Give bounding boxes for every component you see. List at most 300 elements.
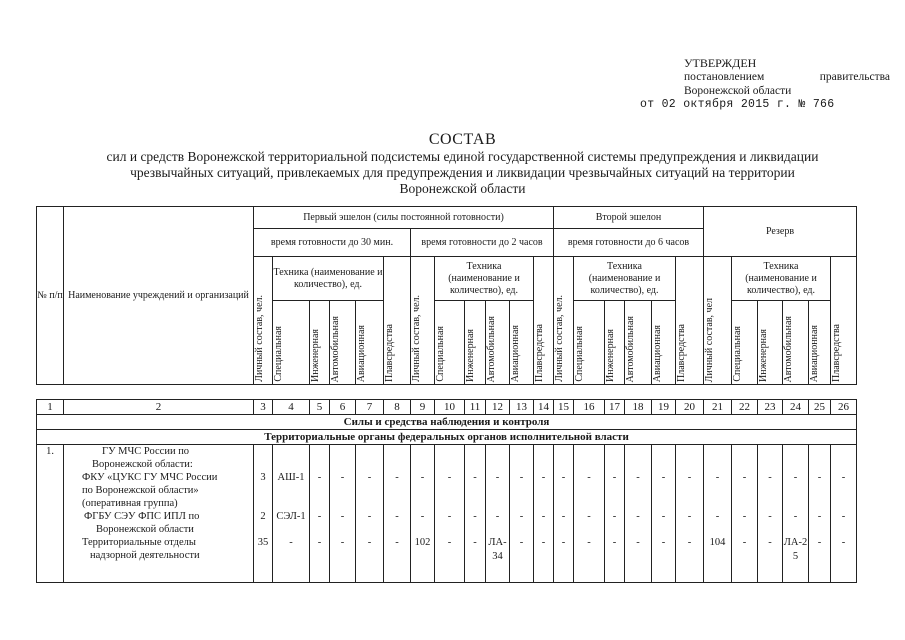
cell-line <box>704 497 731 510</box>
cell-line <box>652 445 675 458</box>
cell-line <box>676 549 703 562</box>
column-number-23: 23 <box>758 400 783 415</box>
cell-line: - <box>661 537 666 548</box>
cell-line <box>384 497 410 510</box>
cell-line <box>554 484 573 497</box>
cell-line <box>510 458 533 471</box>
org-name-line: Воронежской области <box>96 524 194 535</box>
cell-line: - <box>395 537 399 548</box>
header-name: Наименование учреждений и организаций <box>64 207 254 385</box>
cell-line <box>510 445 533 458</box>
cell-line <box>831 445 856 458</box>
cell-line <box>783 484 808 497</box>
cell-line <box>534 458 553 471</box>
vtext-auto-2: Автомобильная <box>486 315 497 382</box>
cell-line: - <box>289 537 293 548</box>
cell-line <box>625 497 651 510</box>
hdr-personnel-2 <box>411 257 435 385</box>
cell-line <box>534 484 553 497</box>
cell-line <box>783 445 808 458</box>
cell-line <box>384 484 410 497</box>
cell-line: - <box>715 472 720 483</box>
cell-line: - <box>561 537 566 548</box>
cell-line <box>330 549 355 562</box>
cell-line <box>732 484 757 497</box>
hdr-auto-1 <box>330 301 356 385</box>
value-cell-col-19 <box>652 445 676 583</box>
cell-line <box>310 445 329 458</box>
cell-line: 3 <box>260 472 266 483</box>
cell-line <box>831 549 856 562</box>
cell-line: ЛА-34 <box>488 537 507 562</box>
vtext-personnel-3: Личный состав, чел. <box>554 295 565 382</box>
cell-line <box>676 523 703 536</box>
org-name-line: Территориальные отделы <box>82 537 196 548</box>
cell-line <box>783 458 808 471</box>
cell-line: - <box>541 511 546 522</box>
vtext-special-3: Специальная <box>574 326 585 382</box>
column-number-16: 16 <box>574 400 605 415</box>
hdr-personnel-4 <box>704 257 732 385</box>
cell-line: - <box>636 472 640 483</box>
org-name-line: (оперативная группа) <box>82 498 178 509</box>
cell-line <box>652 484 675 497</box>
cell-line <box>356 458 383 471</box>
section-territorial: Территориальные органы федеральных органов исполнительной власти <box>37 430 857 445</box>
cell-line <box>486 523 509 536</box>
cell-line <box>704 484 731 497</box>
value-cell-col-11 <box>465 445 486 583</box>
cell-line <box>574 523 604 536</box>
cell-line: - <box>817 511 822 522</box>
value-cell-col-15 <box>554 445 574 583</box>
cell-line: АШ-1 <box>277 472 305 483</box>
table-row <box>37 445 857 583</box>
value-cell-col-3 <box>254 445 273 583</box>
row-number: 1. <box>46 446 54 457</box>
cell-line: - <box>447 472 452 483</box>
vtext-avia-2: Авиационная <box>510 324 521 382</box>
column-number-19: 19 <box>652 400 676 415</box>
cell-line: - <box>495 472 500 483</box>
column-number-21: 21 <box>704 400 732 415</box>
vtext-special-4: Специальная <box>732 326 743 382</box>
vtext-water-3: Плавсредства <box>676 324 687 382</box>
vtext-auto-3: Автомобильная <box>625 315 636 382</box>
column-number-11: 11 <box>465 400 486 415</box>
cell-line: СЭЛ-1 <box>276 511 306 522</box>
value-cell-col-7 <box>356 445 384 583</box>
column-number-20: 20 <box>676 400 704 415</box>
cell-line <box>411 549 434 562</box>
cell-line: - <box>473 472 477 483</box>
vtext-water-2: Плавсредства <box>534 324 545 382</box>
cell-line <box>676 445 703 458</box>
cell-line <box>758 523 782 536</box>
column-number-8: 8 <box>384 400 411 415</box>
cell-line <box>809 484 830 497</box>
cell-line <box>704 523 731 536</box>
cell-line <box>605 445 624 458</box>
cell-line <box>411 523 434 536</box>
cell-line <box>510 497 533 510</box>
cell-line: - <box>742 511 747 522</box>
cell-line <box>435 523 464 536</box>
cell-line: - <box>541 472 546 483</box>
header-ready-6h: время готовности до 6 часов <box>554 229 704 257</box>
value-cell-col-14 <box>534 445 554 583</box>
cell-line <box>732 549 757 562</box>
cell-line: - <box>473 537 477 548</box>
cell-line <box>605 523 624 536</box>
org-name-cell <box>64 445 254 583</box>
cell-line <box>783 497 808 510</box>
vtext-water-1: Плавсредства <box>384 324 395 382</box>
cell-line: - <box>340 537 345 548</box>
cell-line <box>732 523 757 536</box>
column-number-9: 9 <box>411 400 435 415</box>
approval-stamp <box>640 56 890 112</box>
value-cell-col-18 <box>625 445 652 583</box>
header-ready-2h: время готовности до 2 часов <box>411 229 554 257</box>
value-cell-col-22 <box>732 445 758 583</box>
cell-line: - <box>561 472 566 483</box>
cell-line <box>574 549 604 562</box>
cell-line: - <box>687 472 692 483</box>
hdr-special-4 <box>732 301 758 385</box>
value-cell-col-5 <box>310 445 330 583</box>
hdr-avia-1 <box>356 301 384 385</box>
column-number-1: 1 <box>37 400 64 415</box>
cell-line: - <box>317 472 322 483</box>
cell-line <box>330 458 355 471</box>
cell-line <box>435 497 464 510</box>
cell-line: - <box>612 511 617 522</box>
cell-line <box>510 523 533 536</box>
hdr-water-4 <box>831 257 857 385</box>
cell-line <box>273 523 309 536</box>
cell-line: 102 <box>414 537 431 548</box>
vtext-eng-4: Инженерная <box>758 329 769 382</box>
cell-line <box>809 523 830 536</box>
org-name-line: ГУ МЧС России по <box>102 446 190 457</box>
column-number-25: 25 <box>809 400 831 415</box>
header-echelon1: Первый эшелон (силы постоянной готовности) <box>254 207 554 229</box>
cell-line: - <box>768 472 772 483</box>
cell-line <box>465 497 485 510</box>
cell-line <box>704 458 731 471</box>
cell-line: - <box>519 472 524 483</box>
hdr-tech-4: Техника (наименование и количество), ед. <box>732 257 831 301</box>
column-number-15: 15 <box>554 400 574 415</box>
cell-line <box>831 497 856 510</box>
document-subtitle-1: сил и средств Воронежской территориальной подсистемы единой государственной системы предупреждения и ликвидации <box>106 149 819 164</box>
cell-line <box>330 484 355 497</box>
cell-line <box>310 497 329 510</box>
cell-line: - <box>587 537 591 548</box>
cell-line <box>330 445 355 458</box>
cell-line <box>356 523 383 536</box>
cell-line <box>831 484 856 497</box>
cell-line: - <box>317 511 322 522</box>
cell-line <box>273 497 309 510</box>
column-number-4: 4 <box>273 400 310 415</box>
cell-line <box>758 458 782 471</box>
cell-line <box>411 484 434 497</box>
cell-line <box>534 549 553 562</box>
hdr-eng-1 <box>310 301 330 385</box>
cell-line <box>554 458 573 471</box>
cell-line: - <box>687 537 692 548</box>
cell-line: - <box>395 472 399 483</box>
value-cell-col-25 <box>809 445 831 583</box>
hdr-tech-2: Техника (наименование и количество), ед. <box>435 257 534 301</box>
vtext-eng-2: Инженерная <box>465 329 476 382</box>
column-number-10: 10 <box>435 400 465 415</box>
value-cell-col-26 <box>831 445 857 583</box>
value-cell-col-23 <box>758 445 783 583</box>
cell-line <box>758 549 782 562</box>
header-echelon2: Второй эшелон <box>554 207 704 229</box>
cell-line <box>758 484 782 497</box>
vtext-water-4: Плавсредства <box>831 324 842 382</box>
column-number-5: 5 <box>310 400 330 415</box>
cell-line <box>486 458 509 471</box>
cell-line <box>704 445 731 458</box>
approval-region: Воронежской области <box>684 85 792 97</box>
cell-line: - <box>447 537 452 548</box>
cell-line <box>273 458 309 471</box>
cell-line <box>758 497 782 510</box>
column-number-2: 2 <box>64 400 254 415</box>
cell-line <box>809 497 830 510</box>
cell-line <box>574 458 604 471</box>
cell-line: - <box>841 537 846 548</box>
cell-line: - <box>587 472 591 483</box>
cell-line <box>435 445 464 458</box>
vtext-personnel-2: Личный состав, чел. <box>411 295 422 382</box>
cell-line: - <box>661 472 666 483</box>
column-number-17: 17 <box>605 400 625 415</box>
cell-line <box>534 445 553 458</box>
hdr-avia-4 <box>809 301 831 385</box>
cell-line <box>435 484 464 497</box>
cell-line: - <box>519 537 524 548</box>
hdr-eng-4 <box>758 301 783 385</box>
cell-line <box>356 445 383 458</box>
cell-line <box>676 484 703 497</box>
cell-line <box>554 497 573 510</box>
org-name-line: по Воронежской области» <box>82 485 199 496</box>
hdr-avia-3 <box>652 301 676 385</box>
cell-line: - <box>473 511 477 522</box>
header-table <box>36 206 857 385</box>
cell-line <box>273 484 309 497</box>
hdr-auto-2 <box>486 301 510 385</box>
cell-line <box>652 497 675 510</box>
column-number-13: 13 <box>510 400 534 415</box>
header-reserve: Резерв <box>704 207 857 257</box>
approval-decree <box>640 70 890 84</box>
value-cell-col-9 <box>411 445 435 583</box>
cell-line <box>510 484 533 497</box>
cell-line: - <box>340 511 345 522</box>
cell-line: - <box>395 511 399 522</box>
hdr-auto-3 <box>625 301 652 385</box>
cell-line: - <box>742 537 747 548</box>
cell-line: - <box>317 537 322 548</box>
value-cell-col-20 <box>676 445 704 583</box>
data-table <box>36 399 857 583</box>
hdr-eng-3 <box>605 301 625 385</box>
cell-line <box>486 484 509 497</box>
hdr-special-1 <box>273 301 310 385</box>
column-number-6: 6 <box>330 400 356 415</box>
hdr-tech-1: Техника (наименование и количество), ед. <box>273 257 384 301</box>
cell-line: - <box>768 511 772 522</box>
cell-line <box>254 458 272 471</box>
hdr-water-2 <box>534 257 554 385</box>
cell-line <box>254 445 272 458</box>
cell-line: - <box>340 472 345 483</box>
cell-line <box>732 445 757 458</box>
cell-line <box>625 549 651 562</box>
cell-line <box>310 458 329 471</box>
value-cell-col-8 <box>384 445 411 583</box>
value-cell-col-6 <box>330 445 356 583</box>
cell-line: - <box>687 511 692 522</box>
cell-line <box>554 523 573 536</box>
vtext-avia-4: Авиационная <box>809 324 820 382</box>
cell-line <box>384 445 410 458</box>
cell-line <box>554 445 573 458</box>
cell-line <box>831 523 856 536</box>
hdr-water-3 <box>676 257 704 385</box>
row-number-cell <box>37 445 64 583</box>
document-subtitle-2: чрезвычайных ситуаций, привлекаемых для предупреждения и ликвидации чрезвычайных ситуаций на территории <box>130 165 795 180</box>
cell-line <box>310 484 329 497</box>
cell-line <box>676 497 703 510</box>
cell-line: - <box>817 537 822 548</box>
cell-line: - <box>612 537 617 548</box>
cell-line <box>486 445 509 458</box>
hdr-personnel-3 <box>554 257 574 385</box>
cell-line: - <box>367 472 372 483</box>
column-number-22: 22 <box>732 400 758 415</box>
cell-line <box>605 458 624 471</box>
cell-line <box>783 564 808 577</box>
cell-line: - <box>817 472 822 483</box>
vtext-special-1: Специальная <box>273 326 284 382</box>
cell-line <box>605 497 624 510</box>
column-number-12: 12 <box>486 400 510 415</box>
vtext-avia-1: Авиационная <box>356 324 367 382</box>
vtext-special-2: Специальная <box>435 326 446 382</box>
approval-government-word: правительства <box>819 71 890 83</box>
cell-line: - <box>841 472 846 483</box>
cell-line <box>356 549 383 562</box>
cell-line <box>254 549 272 562</box>
hdr-avia-2 <box>510 301 534 385</box>
column-number-7: 7 <box>356 400 384 415</box>
document-heading <box>40 131 885 197</box>
cell-line <box>534 523 553 536</box>
section-monitoring: Силы и средства наблюдения и контроля <box>37 415 857 430</box>
cell-line <box>254 523 272 536</box>
header-ready-30: время готовности до 30 мин. <box>254 229 411 257</box>
cell-line <box>652 458 675 471</box>
cell-line: - <box>447 511 452 522</box>
value-cell-col-24 <box>783 445 809 583</box>
cell-line <box>652 523 675 536</box>
hdr-water-1 <box>384 257 411 385</box>
cell-line <box>356 484 383 497</box>
cell-line: - <box>420 511 425 522</box>
cell-line <box>625 445 651 458</box>
cell-line <box>273 549 309 562</box>
value-cell-col-16 <box>574 445 605 583</box>
value-cell-col-13 <box>510 445 534 583</box>
cell-line <box>486 497 509 510</box>
document-subtitle-3: Воронежской области <box>399 181 526 196</box>
value-cell-col-12 <box>486 445 510 583</box>
header-num: № п/п <box>37 207 64 385</box>
cell-line: - <box>715 511 720 522</box>
cell-line: - <box>587 511 591 522</box>
cell-line <box>465 523 485 536</box>
column-number-26: 26 <box>831 400 857 415</box>
value-cell-col-21 <box>704 445 732 583</box>
cell-line <box>411 497 434 510</box>
vtext-auto-4: Автомобильная <box>783 315 794 382</box>
hdr-personnel-1 <box>254 257 273 385</box>
vtext-personnel-1: Личный состав, чел. <box>254 295 265 382</box>
cell-line <box>574 484 604 497</box>
cell-line: - <box>661 511 666 522</box>
document-title: СОСТАВ <box>428 131 497 148</box>
cell-line <box>652 549 675 562</box>
cell-line: - <box>793 511 798 522</box>
cell-line <box>411 458 434 471</box>
cell-line <box>605 549 624 562</box>
cell-line: - <box>541 537 546 548</box>
cell-line <box>625 458 651 471</box>
cell-line <box>534 497 553 510</box>
hdr-auto-4 <box>783 301 809 385</box>
cell-line <box>310 549 329 562</box>
cell-line <box>411 445 434 458</box>
cell-line: - <box>612 472 617 483</box>
cell-line: - <box>841 511 846 522</box>
cell-line <box>465 445 485 458</box>
cell-line: 35 <box>257 537 269 548</box>
cell-line <box>384 523 410 536</box>
cell-line <box>465 484 485 497</box>
vtext-avia-3: Авиационная <box>652 324 663 382</box>
cell-line <box>574 497 604 510</box>
column-number-24: 24 <box>783 400 809 415</box>
column-number-18: 18 <box>625 400 652 415</box>
org-name-line: ФГБУ СЭУ ФПС ИПЛ по <box>84 511 200 522</box>
column-numbers-row <box>37 400 857 415</box>
vtext-personnel-4: Личный состав, чел <box>704 297 715 382</box>
cell-line <box>330 497 355 510</box>
vtext-eng-3: Инженерная <box>605 329 616 382</box>
cell-line <box>384 549 410 562</box>
cell-line <box>486 564 509 577</box>
hdr-special-3 <box>574 301 605 385</box>
cell-line: - <box>768 537 772 548</box>
